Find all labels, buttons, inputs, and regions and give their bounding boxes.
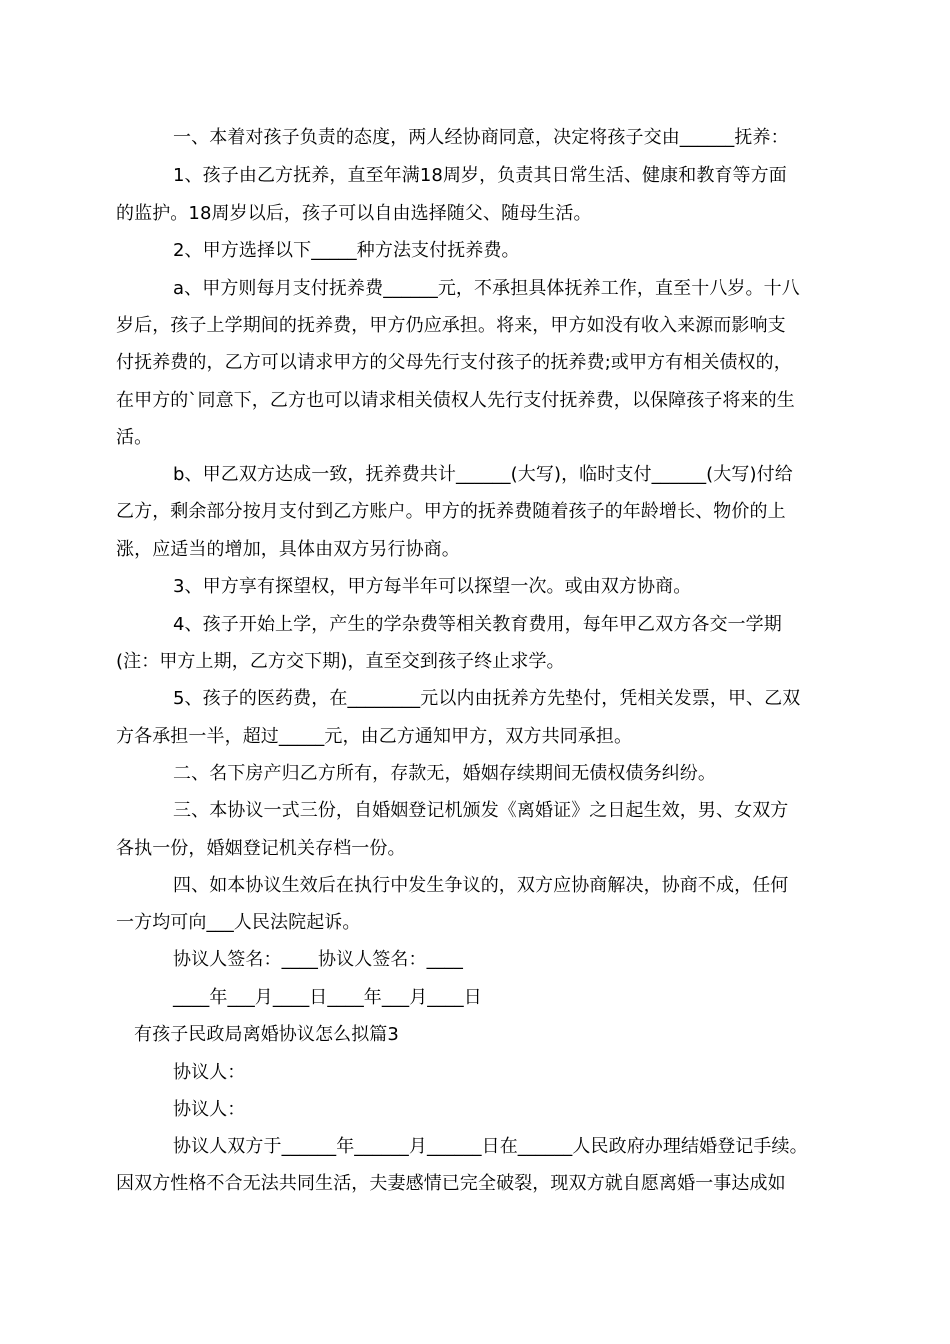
clause-4-line-1: 4、孩子开始上学，产生的学杂费等相关教育费用，每年甲乙双方各交一学期 <box>173 614 782 635</box>
clause-1-line-1: 1、孩子由乙方抚养，直至年满18周岁，负责其日常生活、健康和教育等方面 <box>173 165 787 186</box>
clause-a-line-4: 在甲方的`同意下，乙方也可以请求相关债权人先行支付抚养费，以保障孩子将来的生 <box>116 390 795 411</box>
clause-three-line-1: 三、本协议一式三份，自婚姻登记机颁发《离婚证》之日起生效，男、女双方 <box>173 800 789 821</box>
clause-1-line-2: 的监护。18周岁以后，孩子可以自由选择随父、随母生活。 <box>116 203 592 224</box>
clause-5-line-1: 5、孩子的医药费，在________元以内由抚养方先垫付，凭相关发票，甲、乙双 <box>173 688 801 709</box>
clause-a-line-2: 岁后，孩子上学期间的抚养费，甲方仍应承担。将来，甲方如没有收入来源而影响支 <box>116 315 786 336</box>
date-line: ____年___月____日____年___月____日 <box>173 987 482 1008</box>
signature-line: 协议人签名：____协议人签名：____ <box>173 949 463 970</box>
clause-a-line-5: 活。 <box>116 427 153 448</box>
clause-a-line-3: 付抚养费的，乙方可以请求甲方的父母先行支付孩子的抚养费;或甲方有相关债权的， <box>116 352 792 373</box>
clause-3: 3、甲方享有探望权，甲方每半年可以探望一次。或由双方协商。 <box>173 576 692 597</box>
clause-two: 二、名下房产归乙方所有，存款无，婚姻存续期间无债权债务纠纷。 <box>173 763 716 784</box>
clause-four-line-2: 一方均可向___人民法院起诉。 <box>116 912 361 933</box>
clause-b-line-1: b、甲乙双方达成一致，抚养费共计______(大写)，临时支付______(大写)付给 <box>173 464 793 485</box>
clause-5-line-2: 方各承担一半，超过_____元，由乙方通知甲方，双方共同承担。 <box>116 726 633 747</box>
separation-reason-line: 因双方性格不合无法共同生活，夫妻感情已完全破裂，现双方就自愿离婚一事达成如 <box>116 1173 786 1194</box>
marriage-registration-line: 协议人双方于______年______月______日在______人民政府办理结婚登记手续。 <box>173 1136 808 1157</box>
party-line-1: 协议人： <box>173 1062 246 1083</box>
section-heading: 有孩子民政局离婚协议怎么拟篇3 <box>134 1024 399 1045</box>
clause-4-line-2: (注：甲方上期，乙方交下期)，直至交到孩子终止求学。 <box>116 651 565 672</box>
clause-four-line-1: 四、如本协议生效后在执行中发生争议的，双方应协商解决，协商不成，任何 <box>173 875 789 896</box>
clause-three-line-2: 各执一份，婚姻登记机关存档一份。 <box>116 838 406 859</box>
party-line-2: 协议人： <box>173 1099 246 1120</box>
clause-a-line-1: a、甲方则每月支付抚养费______元，不承担具体抚养工作，直至十八岁。十八 <box>173 278 800 299</box>
clause-2: 2、甲方选择以下_____种方法支付抚养费。 <box>173 240 520 261</box>
clause-one: 一、本着对孩子负责的态度，两人经协商同意，决定将孩子交由______抚养： <box>173 127 789 148</box>
clause-b-line-2: 乙方，剩余部分按月支付到乙方账户。甲方的抚养费随着孩子的年龄增长、物价的上 <box>116 501 786 522</box>
clause-b-line-3: 涨，应适当的增加，具体由双方另行协商。 <box>116 539 460 560</box>
